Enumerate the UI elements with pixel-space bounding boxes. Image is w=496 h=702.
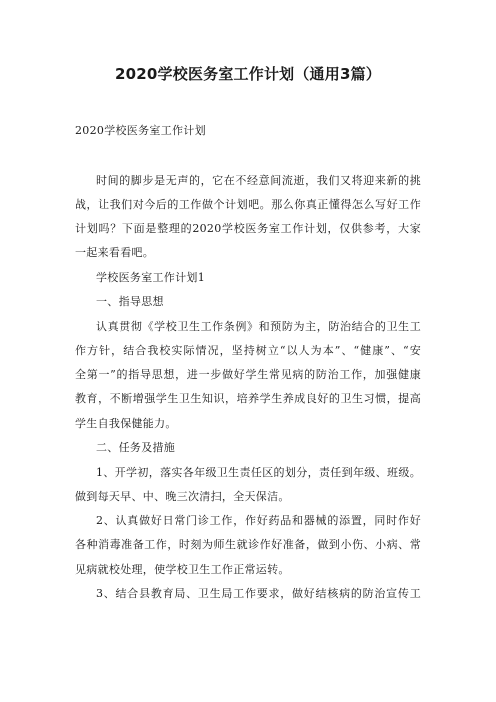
- item1-line-2: 做到每天早、中、晚三次清扫，全天保洁。: [75, 490, 290, 503]
- document-subtitle: 2020学校医务室工作计划: [75, 124, 206, 137]
- item1-line-1: 1、开学初，落实各年级卫生责任区的划分，责任到年级、班级。: [96, 466, 421, 479]
- section1-line-3: 全第一”的指导思想，进一步做好学生常见病的防治工作，加强健康: [75, 368, 421, 381]
- section1-line-1: 认真贯彻《学校卫生工作条例》和预防为主，防治结合的卫生工: [96, 320, 421, 333]
- intro-line-3: 计划吗？下面是整理的2020学校医务室工作计划，仅供参考，大家: [75, 222, 421, 235]
- section2-heading: 二、任务及措施: [96, 441, 176, 454]
- item3-line-1: 3、结合县教育局、卫生局工作要求，做好结核病的防治宣传工: [96, 587, 421, 600]
- section1-heading: 一、指导思想: [96, 295, 164, 308]
- intro-line-1: 时间的脚步是无声的，它在不经意间流逝，我们又将迎来新的挑: [96, 174, 421, 187]
- intro-line-4: 一起来看看吧。: [75, 246, 155, 259]
- section1-line-5: 学生自我保健能力。: [75, 417, 177, 430]
- document-title: 2020学校医务室工作计划（通用3篇）: [115, 65, 381, 83]
- plan-heading: 学校医务室工作计划1: [96, 271, 205, 284]
- section1-line-4: 教育，不断增强学生卫生知识，培养学生养成良好的卫生习惯，提高: [75, 392, 421, 405]
- section1-line-2: 作方针，结合我校实际情况，坚持树立“以人为本”、“健康”、“安: [75, 344, 421, 357]
- item2-line-3: 见病就校处理，使学校卫生工作正常运转。: [75, 563, 290, 576]
- item2-line-1: 2、认真做好日常门诊工作，作好药品和器械的添置，同时作好: [96, 514, 421, 527]
- item2-line-2: 各种消毒准备工作，时刻为师生就诊作好准备，做到小伤、小病、常: [75, 538, 421, 551]
- intro-line-2: 战，让我们对今后的工作做个计划吧。那么你真正懂得怎么写好工作: [75, 198, 421, 211]
